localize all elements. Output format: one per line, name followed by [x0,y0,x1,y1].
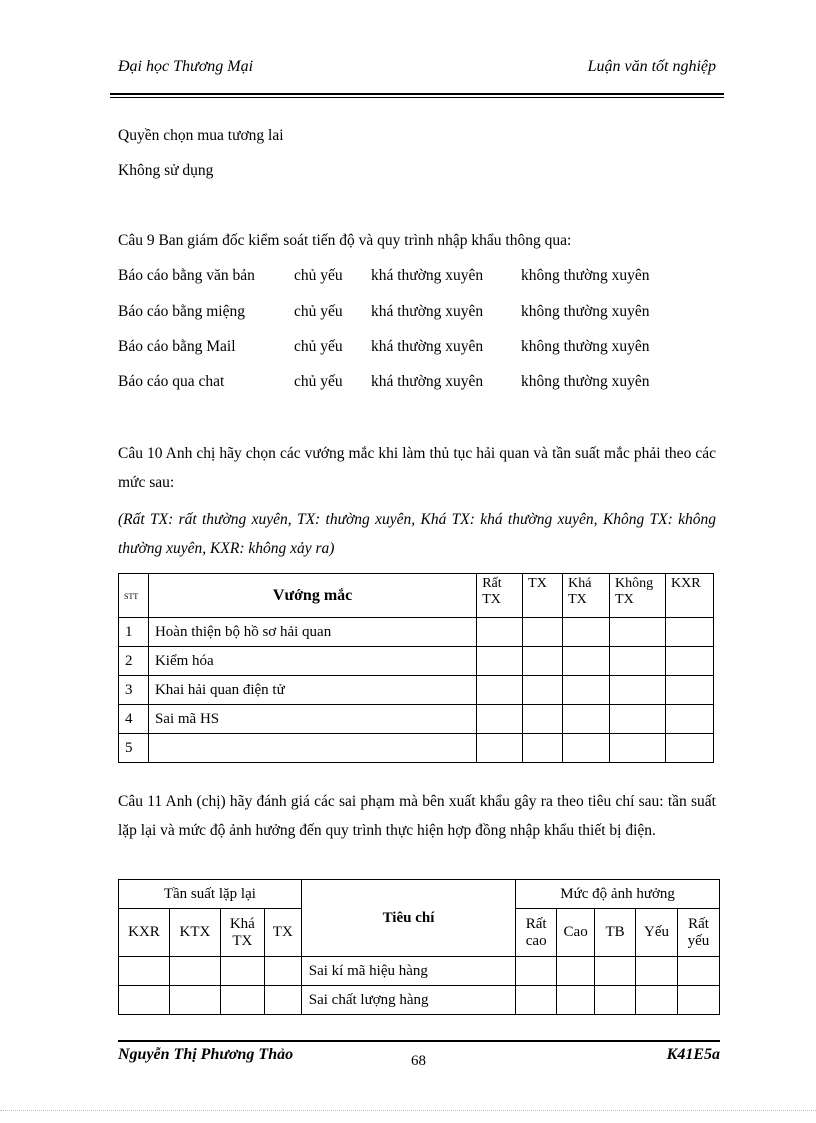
row-issue: Sai mã HS [148,705,476,734]
row-issue[interactable] [148,734,476,763]
col-header-ktx: KTX [169,909,220,957]
col-header-kxr: KXR [119,909,170,957]
answer-cell[interactable] [563,705,610,734]
q9-option: khá thường xuyên [371,267,484,284]
header-thesis: Luận văn tốt nghiệp [587,58,716,75]
answer-cell[interactable] [516,986,557,1015]
row-issue: Hoàn thiện bộ hồ sơ hải quan [148,618,476,647]
answer-cell[interactable] [665,618,713,647]
answer-cell[interactable] [523,734,563,763]
table-row [119,647,714,676]
q9-option: khá thường xuyên [371,373,484,390]
table-row [119,676,714,705]
q9-option: chủ yếu [294,303,343,320]
answer-cell[interactable] [523,618,563,647]
row-number: 4 [119,705,149,734]
answer-cell[interactable] [595,986,636,1015]
answer-cell[interactable] [563,618,610,647]
answer-cell[interactable] [665,734,713,763]
table-row [119,734,714,763]
answer-cell[interactable] [169,986,220,1015]
col-header-stt: STT [119,574,149,618]
group-header-frequency: Tần suất lặp lại [119,880,302,909]
q9-option: chủ yếu [294,373,343,390]
answer-cell[interactable] [610,647,666,676]
answer-cell[interactable] [595,957,636,986]
q10-question: Câu 10 Anh chị hãy chọn các vướng mắc khi làm thủ tục hải quan và tần suất mắc phải theo các mức sau: [118,445,716,491]
answer-cell[interactable] [119,986,170,1015]
answer-cell[interactable] [636,986,678,1015]
col-header-medium: TB [595,909,636,957]
answer-cell[interactable] [610,705,666,734]
answer-cell[interactable] [610,618,666,647]
answer-cell[interactable] [563,676,610,705]
answer-cell[interactable] [523,705,563,734]
q9-option: không thường xuyên [521,373,650,390]
header-university: Đại học Thương Mại [118,58,254,75]
answer-cell[interactable] [610,734,666,763]
group-header-impact: Mức độ ảnh hưởng [516,880,720,909]
q9-option: khá thường xuyên [371,338,484,355]
col-header-kha-tx: Khá TX [220,909,264,957]
row-issue: Kiểm hóa [148,647,476,676]
col-header-high: Cao [557,909,595,957]
q9-option: không thường xuyên [521,267,650,284]
answer-cell[interactable] [119,957,170,986]
col-header-fairly-often: Khá TX [563,574,610,618]
row-number: 2 [119,647,149,676]
col-header-often: TX [523,574,563,618]
answer-cell[interactable] [677,986,719,1015]
answer-cell[interactable] [563,734,610,763]
answer-cell[interactable] [516,957,557,986]
row-number: 1 [119,618,149,647]
q9-row-label: Báo cáo qua chat [118,373,225,390]
answer-cell[interactable] [557,957,595,986]
col-header-never: KXR [665,574,713,618]
answer-cell[interactable] [220,957,264,986]
q9-option: không thường xuyên [521,303,650,320]
answer-cell[interactable] [477,734,523,763]
q9-row-label: Báo cáo bằng văn bản [118,267,255,284]
answer-cell[interactable] [264,986,301,1015]
col-header-issue: Vướng mắc [148,574,476,618]
answer-cell[interactable] [477,618,523,647]
prev-option-2: Không sử dụng [118,162,214,179]
answer-cell[interactable] [557,986,595,1015]
answer-cell[interactable] [523,676,563,705]
prev-option-1: Quyền chọn mua tương lai [118,127,284,144]
q9-option: khá thường xuyên [371,303,484,320]
q9-option: chủ yếu [294,338,343,355]
q11-question: Câu 11 Anh (chị) hãy đánh giá các sai phạm mà bên xuất khẩu gây ra theo tiêu chí sau: tần suất lặp lại và mức độ ảnh hưởng đến quy trình thực hiện hợp đồng nhập khẩu thiết bị điện. [118,793,716,839]
answer-cell[interactable] [477,676,523,705]
answer-cell[interactable] [523,647,563,676]
table-row [119,618,714,647]
q10-table [118,573,714,763]
col-header-weak: Yếu [636,909,678,957]
answer-cell[interactable] [220,986,264,1015]
row-criterion: Sai kí mã hiệu hàng [301,957,515,986]
row-number: 5 [119,734,149,763]
q11-table [118,879,720,1015]
answer-cell[interactable] [264,957,301,986]
col-header-not-often: Không TX [610,574,666,618]
page-boundary [0,1110,816,1111]
answer-cell[interactable] [665,676,713,705]
footer-author: Nguyễn Thị Phương Thảo [118,1046,294,1063]
q10-legend: (Rất TX: rất thường xuyên, TX: thường xuyên, Khá TX: khá thường xuyên, Không TX: không thường xuyên, KXR: không xảy ra) [118,511,716,557]
row-criterion: Sai chất lượng hàng [301,986,515,1015]
answer-cell[interactable] [677,957,719,986]
col-header-very-weak: Rất yếu [677,909,719,957]
answer-cell[interactable] [169,957,220,986]
header-rule [110,93,724,95]
col-header-very-high: Rất cao [516,909,557,957]
table-row [119,986,720,1015]
q9-option: không thường xuyên [521,338,650,355]
header-rule-thin [110,97,724,98]
answer-cell[interactable] [477,705,523,734]
answer-cell[interactable] [665,647,713,676]
col-header-very-often: Rất TX [477,574,523,618]
table-row [119,705,714,734]
row-number: 3 [119,676,149,705]
q9-option: chủ yếu [294,267,343,284]
col-header-criteria: Tiêu chí [301,880,515,957]
answer-cell[interactable] [563,647,610,676]
col-header-tx: TX [264,909,301,957]
page-number: 68 [411,1053,426,1069]
answer-cell[interactable] [636,957,678,986]
table-row [119,957,720,986]
q9-row-label: Báo cáo bằng miệng [118,303,245,320]
row-issue: Khai hải quan điện tử [148,676,476,705]
q9-question: Câu 9 Ban giám đốc kiểm soát tiến độ và quy trình nhập khẩu thông qua: [118,232,572,249]
answer-cell[interactable] [610,676,666,705]
q9-row-label: Báo cáo bằng Mail [118,338,236,355]
footer-class-code: K41E5a [666,1046,720,1063]
footer-rule [118,1040,720,1042]
answer-cell[interactable] [665,705,713,734]
answer-cell[interactable] [477,647,523,676]
